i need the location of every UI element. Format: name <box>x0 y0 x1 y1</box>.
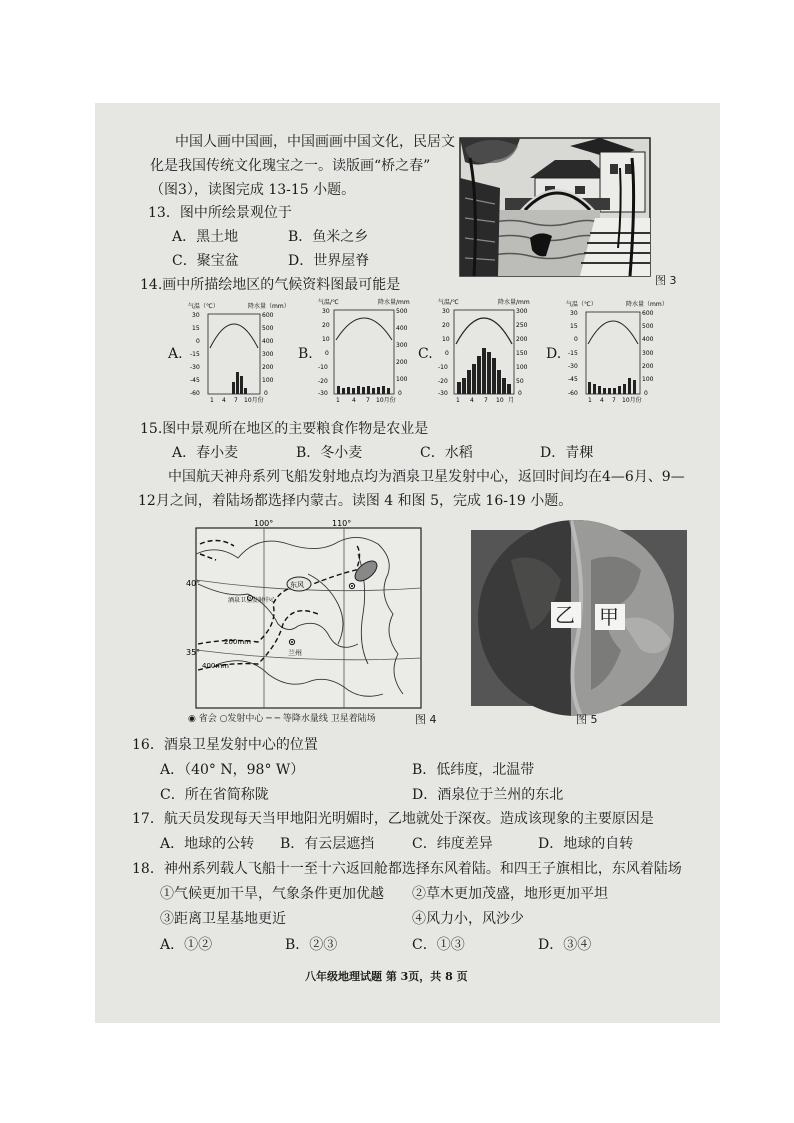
q14-climate-chart-b <box>318 296 418 410</box>
svg-text:400: 400 <box>396 325 408 332</box>
svg-text:0: 0 <box>574 336 578 343</box>
svg-text:10: 10 <box>322 336 330 343</box>
svg-text:20: 20 <box>322 322 330 329</box>
svg-text:-45: -45 <box>190 377 200 384</box>
q14-chart-b-letter: B. <box>298 346 313 362</box>
q15-option-c: C．水稻 <box>420 445 473 461</box>
svg-text:7: 7 <box>366 397 370 404</box>
lat-35-label: 35° <box>186 648 201 657</box>
svg-text:降水量/mm: 降水量/mm <box>498 299 530 306</box>
svg-text:4: 4 <box>222 397 226 404</box>
intro1-line3: （图3），读图完成 13-15 小题。 <box>150 182 356 198</box>
svg-text:0: 0 <box>325 350 329 357</box>
svg-text:250: 250 <box>516 322 528 329</box>
q14-climate-chart-c <box>438 296 538 410</box>
svg-text:500: 500 <box>396 308 408 315</box>
q15-option-d: D．青稞 <box>540 445 594 461</box>
svg-text:气温/℃: 气温/℃ <box>318 299 339 306</box>
q18-statement-4: ④风力小，风沙少 <box>412 911 524 927</box>
svg-text:30: 30 <box>192 312 200 319</box>
q17-option-a: A．地球的公转 <box>160 836 255 852</box>
svg-text:20: 20 <box>442 322 450 329</box>
intro2-line1: 中国航天神舟系列飞船发射地点均为酒泉卫星发射中心，返回时间均在4—6月、9— <box>168 469 685 485</box>
svg-text:-45: -45 <box>568 376 578 383</box>
fig5-caption: 图 5 <box>576 713 598 726</box>
svg-text:0: 0 <box>445 350 449 357</box>
q14-climate-chart-d <box>566 298 666 410</box>
q16-option-d: D．酒泉位于兰州的东北 <box>412 787 564 803</box>
svg-text:-10: -10 <box>438 364 448 371</box>
svg-text:1: 1 <box>588 397 592 404</box>
svg-text:300: 300 <box>262 351 274 358</box>
svg-text:400: 400 <box>642 336 654 343</box>
q14-chart-d-letter: D. <box>546 346 562 362</box>
q18-option-a: A．①② <box>160 937 213 953</box>
q13-option-a: A．黑土地 <box>172 229 239 245</box>
svg-text:-20: -20 <box>438 378 448 385</box>
svg-text:-15: -15 <box>568 350 578 357</box>
q14-climate-chart-a <box>188 300 288 410</box>
svg-text:0: 0 <box>644 390 648 397</box>
fig3-caption: 图 3 <box>655 274 677 287</box>
chart-a-right-ticks <box>262 312 274 397</box>
svg-text:1: 1 <box>456 397 460 404</box>
label-200mm: 200mm <box>224 638 251 646</box>
q15-stem: 15.图中景观所在地区的主要粮食作物是农业是 <box>140 421 429 437</box>
fig4-caption: 图 4 <box>415 713 437 726</box>
svg-text:降水量（mm）: 降水量（mm） <box>626 301 668 308</box>
svg-text:-60: -60 <box>190 390 200 397</box>
svg-text:0: 0 <box>518 390 522 397</box>
svg-text:气温（℃）: 气温（℃） <box>566 301 597 308</box>
svg-text:4: 4 <box>470 397 474 404</box>
q16-option-c: C．所在省简称陇 <box>160 787 269 803</box>
svg-text:降水量/mm: 降水量/mm <box>378 299 410 306</box>
q17-option-b: B．有云层遮挡 <box>280 836 375 852</box>
q18-option-b: B．②③ <box>285 937 338 953</box>
svg-text:600: 600 <box>642 310 654 317</box>
svg-text:100: 100 <box>642 376 654 383</box>
q18-stem: 18．神州系列载人飞船十一至十六返回舱都选择东风着陆。和四王子旗相比，东风着陆场 <box>132 861 682 877</box>
svg-text:10月份: 10月份 <box>376 397 396 404</box>
svg-text:-15: -15 <box>190 351 200 358</box>
svg-text:150: 150 <box>516 350 528 357</box>
chart-a-precip-label: 降水量（mm） <box>248 303 290 310</box>
svg-text:-10: -10 <box>318 364 328 371</box>
svg-text:气温/℃: 气温/℃ <box>438 299 459 306</box>
svg-text:300: 300 <box>396 342 408 349</box>
svg-text:10月份: 10月份 <box>622 397 642 404</box>
svg-text:7: 7 <box>234 397 238 404</box>
label-yi: 乙 <box>555 603 575 627</box>
svg-text:500: 500 <box>262 325 274 332</box>
svg-text:600: 600 <box>262 312 274 319</box>
svg-text:400: 400 <box>262 338 274 345</box>
svg-text:月: 月 <box>508 397 515 404</box>
svg-text:7: 7 <box>484 397 488 404</box>
svg-text:1: 1 <box>210 397 214 404</box>
q13-option-d: D．世界屋脊 <box>288 253 370 269</box>
q16-option-b: B．低纬度，北温带 <box>412 762 535 778</box>
svg-text:0: 0 <box>196 338 200 345</box>
label-jiuquan: 酒泉卫星发射中心 <box>228 597 277 604</box>
svg-text:-30: -30 <box>318 390 328 397</box>
q13-option-c: C．聚宝盆 <box>172 253 239 269</box>
svg-text:-20: -20 <box>318 378 328 385</box>
svg-text:-60: -60 <box>568 390 578 397</box>
chart-a-x-ticks <box>210 396 264 404</box>
svg-text:-30: -30 <box>568 363 578 370</box>
svg-text:100: 100 <box>516 364 528 371</box>
q18-statement-1: ①气候更加干旱，气象条件更加优越 <box>160 886 384 902</box>
svg-text:30: 30 <box>322 308 330 315</box>
intro2-line2: 12月之间，着陆场都选择内蒙古。读图 4 和图 5，完成 16-19 小题。 <box>138 493 573 509</box>
svg-text:100: 100 <box>262 377 274 384</box>
earth-day-night-image <box>471 530 687 706</box>
q17-option-c: C．纬度差异 <box>412 836 493 852</box>
q13-option-b: B．鱼米之乡 <box>288 229 369 245</box>
svg-text:500: 500 <box>642 323 654 330</box>
svg-text:-30: -30 <box>438 390 448 397</box>
svg-text:50: 50 <box>516 378 524 385</box>
bridge-spring-woodcut-image <box>460 138 650 276</box>
q17-option-d: D．地球的自转 <box>538 836 634 852</box>
svg-text:4: 4 <box>352 397 356 404</box>
svg-text:10: 10 <box>442 336 450 343</box>
svg-text:4: 4 <box>600 397 604 404</box>
label-400mm: 400mm <box>202 662 229 670</box>
lon-100-label: 100° <box>254 519 274 528</box>
q17-stem: 17．航天员发现每天当甲地阳光明媚时，乙地就处于深夜。造成该现象的主要原因是 <box>132 811 654 827</box>
svg-text:15: 15 <box>570 323 578 330</box>
svg-text:15: 15 <box>192 325 200 332</box>
china-northwest-map <box>188 514 438 724</box>
q13-stem: 13．图中所绘景观位于 <box>148 205 292 221</box>
q18-statement-2: ②草木更加茂盛，地形更加平坦 <box>412 886 608 902</box>
svg-text:10月份: 10月份 <box>244 397 264 404</box>
svg-text:200: 200 <box>642 363 654 370</box>
svg-text:10: 10 <box>496 397 504 404</box>
q18-option-d: D．③④ <box>538 937 592 953</box>
svg-text:200: 200 <box>262 364 274 371</box>
intro1-line2: 化是我国传统文化瑰宝之一。读版画“桥之春” <box>150 158 431 174</box>
svg-text:30: 30 <box>570 310 578 317</box>
svg-text:200: 200 <box>516 336 528 343</box>
label-jia: 甲 <box>599 605 619 629</box>
q16-option-a: A．（40° N，98° W） <box>160 762 305 778</box>
fig4-legend: ◉ 省会 ○发射中心 ─ ─ 等降水量线 卫星着陆场 <box>188 714 376 724</box>
svg-text:200: 200 <box>396 359 408 366</box>
svg-text:-30: -30 <box>190 364 200 371</box>
svg-text:300: 300 <box>642 350 654 357</box>
chart-a-temp-label: 气温（℃） <box>188 303 219 310</box>
svg-text:0: 0 <box>398 390 402 397</box>
svg-text:7: 7 <box>612 397 616 404</box>
q18-option-c: C．①③ <box>412 937 465 953</box>
svg-text:100: 100 <box>396 376 408 383</box>
svg-text:1: 1 <box>336 397 340 404</box>
page-footer: 八年级地理试题 第 3页，共 8 页 <box>305 970 468 983</box>
q14-chart-a-letter: A. <box>168 346 183 362</box>
label-dongfeng: 东风 <box>290 581 304 589</box>
chart-a-left-ticks <box>190 312 200 397</box>
q14-stem: 14.画中所描绘地区的气候资料图最可能是 <box>140 277 401 293</box>
q15-option-b: B．冬小麦 <box>296 445 363 461</box>
intro1-line1: 中国人画中国画，中国画画中国文化，民居文 <box>175 134 455 150</box>
svg-text:300: 300 <box>516 308 528 315</box>
lat-40-label: 40° <box>186 579 201 588</box>
svg-text:0: 0 <box>264 390 268 397</box>
label-lanzhou: 兰州 <box>288 649 302 657</box>
q18-statement-3: ③距离卫星基地更近 <box>160 911 286 927</box>
q15-option-a: A．春小麦 <box>172 445 239 461</box>
q14-chart-c-letter: C. <box>418 346 433 362</box>
svg-text:30: 30 <box>442 308 450 315</box>
lon-110-label: 110° <box>332 519 352 528</box>
q16-stem: 16．酒泉卫星发射中心的位置 <box>132 737 318 753</box>
